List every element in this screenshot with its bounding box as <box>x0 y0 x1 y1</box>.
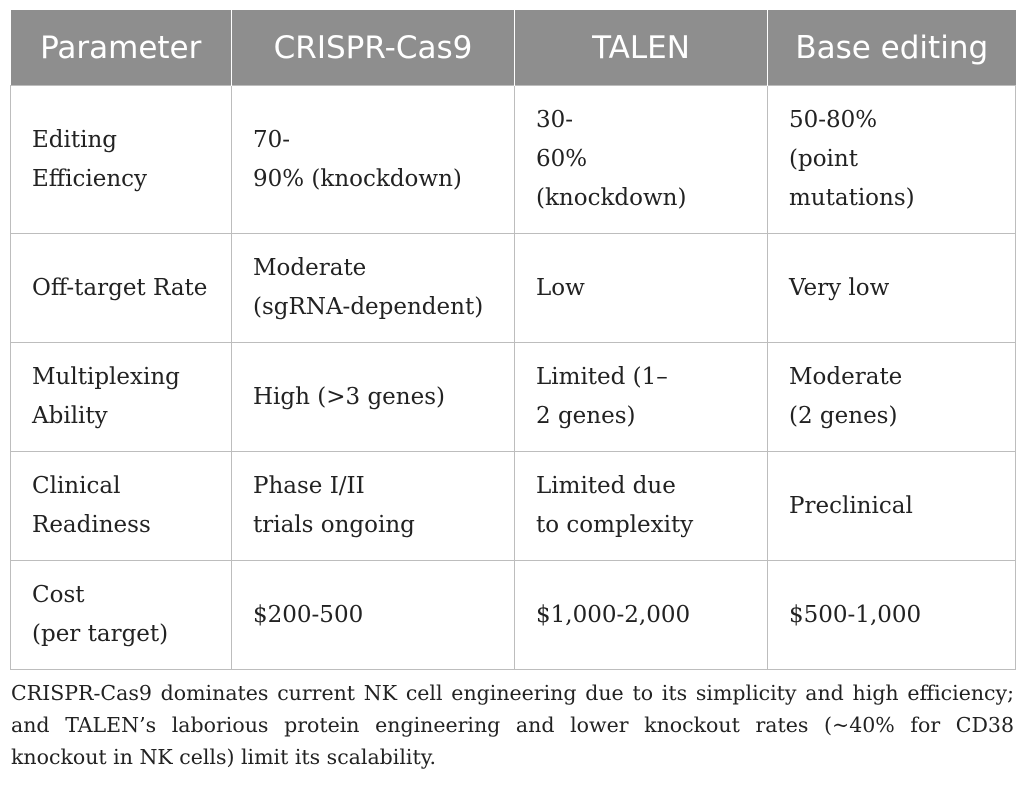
cell-line: 90% (knockdown) <box>253 165 462 192</box>
cell-line: Multiplexing <box>32 364 180 390</box>
table-footnote <box>11 677 1014 773</box>
cell-parameter <box>11 561 232 670</box>
cell-line: Moderate <box>789 364 903 390</box>
cell-line: 70- <box>253 126 291 153</box>
cell-line: Phase I/II <box>253 473 365 499</box>
cell-line: Low <box>536 274 585 301</box>
cell-talen <box>515 343 768 452</box>
cell-line: Editing <box>32 126 118 153</box>
table-row-off-target-rate <box>11 234 1016 343</box>
table-row-multiplexing-ability <box>11 343 1016 452</box>
cell-crispr <box>232 452 515 561</box>
table-row-cost <box>11 561 1016 670</box>
cell-line: (2 genes) <box>789 403 898 429</box>
cell-line: 30- <box>536 107 574 133</box>
header-talen: TALEN <box>515 10 768 86</box>
cell-base-editing <box>768 452 1016 561</box>
header-crispr-cas9: CRISPR-Cas9 <box>232 10 515 86</box>
cell-line: Limited due <box>536 473 676 499</box>
cell-crispr <box>232 343 515 452</box>
cell-line: Preclinical <box>789 492 913 519</box>
cell-parameter <box>11 234 232 343</box>
cell-base-editing <box>768 343 1016 452</box>
cell-line: Moderate <box>253 255 367 281</box>
cell-crispr <box>232 86 515 234</box>
comparison-table-container <box>10 10 1015 670</box>
header-parameter: Parameter <box>11 10 232 86</box>
cell-parameter <box>11 86 232 234</box>
cell-parameter <box>11 452 232 561</box>
cell-base-editing <box>768 561 1016 670</box>
cell-line: 2 genes) <box>536 403 636 429</box>
cell-line: 60% <box>536 146 588 172</box>
table-header-row <box>11 10 1016 86</box>
footnote-line: and TALEN’s laborious protein engineering and lower knockout rates (~40% for CD38 <box>11 713 1014 737</box>
header-base-editing: Base editing <box>768 10 1016 86</box>
cell-line: (point <box>789 146 858 172</box>
cell-line: (knockdown) <box>536 185 687 211</box>
cell-line: (per target) <box>32 621 169 647</box>
cell-line: $500-1,000 <box>789 601 922 628</box>
cell-parameter <box>11 343 232 452</box>
cell-line: Efficiency <box>32 165 148 192</box>
cell-line: Off-target Rate <box>32 274 208 301</box>
cell-crispr <box>232 561 515 670</box>
cell-crispr <box>232 234 515 343</box>
cell-line: mutations) <box>789 185 915 211</box>
cell-talen <box>515 561 768 670</box>
cell-line: Clinical <box>32 473 121 499</box>
cell-base-editing <box>768 86 1016 234</box>
cell-line: trials ongoing <box>253 512 415 538</box>
cell-line: Readiness <box>32 512 151 538</box>
cell-talen <box>515 234 768 343</box>
cell-line: (sgRNA-dependent) <box>253 294 484 320</box>
cell-talen <box>515 452 768 561</box>
cell-line: Cost <box>32 582 85 608</box>
cell-line: to complexity <box>536 512 694 538</box>
comparison-table <box>10 10 1016 670</box>
cell-line: 50-80% <box>789 107 878 133</box>
cell-line: $200-500 <box>253 601 364 628</box>
cell-line: $1,000-2,000 <box>536 601 691 628</box>
footnote-line: CRISPR-Cas9 dominates current NK cell engineering due to its simplicity and high efficiency; <box>11 681 1014 705</box>
table-row-clinical-readiness <box>11 452 1016 561</box>
table-row-editing-efficiency <box>11 86 1016 234</box>
cell-line: Limited (1– <box>536 364 668 390</box>
footnote-line: knockout in NK cells) limit its scalability. <box>11 745 437 769</box>
cell-line: High (>3 genes) <box>253 383 445 410</box>
cell-talen <box>515 86 768 234</box>
cell-base-editing <box>768 234 1016 343</box>
cell-line: Very low <box>789 274 890 301</box>
cell-line: Ability <box>32 403 108 429</box>
